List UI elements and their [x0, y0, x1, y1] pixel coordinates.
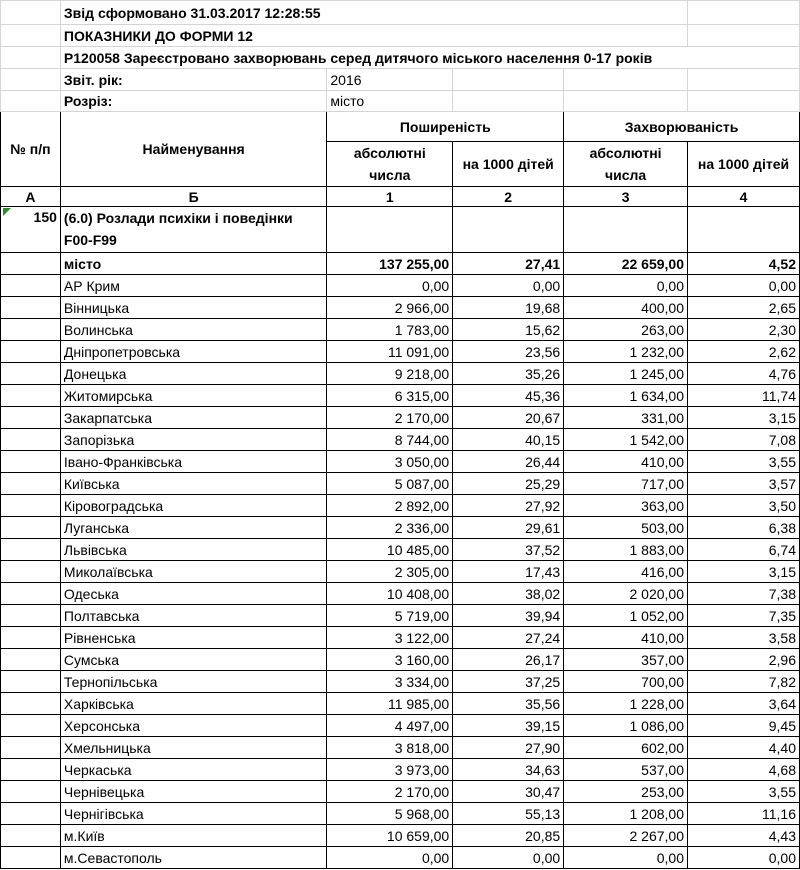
table-row: [1, 385, 800, 407]
row-number-cell[interactable]: [1, 341, 61, 363]
row-incidence-abs-cell[interactable]: 253,00: [564, 781, 688, 803]
row-name-cell[interactable]: Тернопільська: [60, 671, 326, 693]
row-name-cell[interactable]: м.Севастополь: [60, 847, 326, 869]
row-name-cell[interactable]: місто: [60, 253, 326, 275]
row-incidence-per1000-cell[interactable]: 3,15: [688, 407, 800, 429]
row-number-cell[interactable]: [1, 407, 61, 429]
row-incidence-per1000-cell[interactable]: 4,68: [688, 759, 800, 781]
row-incidence-per1000-cell[interactable]: 3,15: [688, 561, 800, 583]
row-name-cell[interactable]: Херсонська: [60, 715, 326, 737]
row-incidence-abs-cell[interactable]: 1 228,00: [564, 693, 688, 715]
row-prevalence-abs-cell[interactable]: 5 719,00: [327, 605, 453, 627]
row-incidence-abs-cell[interactable]: 1 542,00: [564, 429, 688, 451]
row-incidence-per1000-cell[interactable]: 3,58: [688, 627, 800, 649]
column-header-per1000-prevalence[interactable]: на 1000 дітей: [453, 142, 564, 187]
table-row: [1, 429, 800, 451]
row-number-cell[interactable]: [1, 495, 61, 517]
row-name-cell[interactable]: Волинська: [60, 319, 326, 341]
row-incidence-per1000-cell[interactable]: 6,38: [688, 517, 800, 539]
row-incidence-per1000-cell[interactable]: 11,74: [688, 385, 800, 407]
row-incidence-abs-cell[interactable]: 263,00: [564, 319, 688, 341]
row-number-cell[interactable]: [1, 759, 61, 781]
row-prevalence-per1000-cell[interactable]: 45,36: [453, 385, 564, 407]
row-incidence-per1000-cell[interactable]: 3,50: [688, 495, 800, 517]
row-incidence-abs-cell[interactable]: 410,00: [564, 627, 688, 649]
row-prevalence-abs-cell[interactable]: 4 497,00: [327, 715, 453, 737]
row-prevalence-abs-cell[interactable]: 10 659,00: [327, 825, 453, 847]
row-prevalence-per1000-cell[interactable]: 34,63: [453, 759, 564, 781]
row-number-cell[interactable]: [1, 253, 61, 275]
slice-value[interactable]: місто: [327, 91, 453, 112]
row-number-cell[interactable]: [1, 319, 61, 341]
row-name-cell[interactable]: Рівненська: [60, 627, 326, 649]
row-number-cell[interactable]: [1, 363, 61, 385]
row-number-cell[interactable]: [1, 429, 61, 451]
row-number-cell[interactable]: [1, 715, 61, 737]
row-incidence-abs-cell[interactable]: 1 052,00: [564, 605, 688, 627]
row-prevalence-abs-cell[interactable]: 5 968,00: [327, 803, 453, 825]
table-row: [1, 495, 800, 517]
row-incidence-per1000-cell[interactable]: 7,08: [688, 429, 800, 451]
row-prevalence-abs-cell[interactable]: 3 973,00: [327, 759, 453, 781]
row-prevalence-abs-cell[interactable]: 2 305,00: [327, 561, 453, 583]
row-name-cell[interactable]: Львівська: [60, 539, 326, 561]
comment-marker-icon: [3, 208, 11, 216]
row-name-cell[interactable]: АР Крим: [60, 275, 326, 297]
table-row: [1, 605, 800, 627]
row-incidence-per1000-cell[interactable]: 4,43: [688, 825, 800, 847]
column-code[interactable]: А: [1, 187, 61, 207]
row-prevalence-abs-cell[interactable]: 2 170,00: [327, 781, 453, 803]
table-row: [1, 803, 800, 825]
row-prevalence-abs-cell[interactable]: 9 218,00: [327, 363, 453, 385]
row-incidence-abs-cell[interactable]: 357,00: [564, 649, 688, 671]
column-header-incidence[interactable]: Захворюваність: [564, 112, 800, 142]
row-prevalence-abs-cell[interactable]: 3 122,00: [327, 627, 453, 649]
table-row: [1, 649, 800, 671]
row-prevalence-abs-cell[interactable]: 3 160,00: [327, 649, 453, 671]
row-name-cell[interactable]: Київська: [60, 473, 326, 495]
row-name-cell[interactable]: Харківська: [60, 693, 326, 715]
row-incidence-abs-cell[interactable]: 410,00: [564, 451, 688, 473]
row-prevalence-per1000-cell[interactable]: 39,15: [453, 715, 564, 737]
year-value[interactable]: 2016: [327, 69, 453, 91]
report-generated-text[interactable]: Звід сформовано 31.03.2017 12:28:55: [60, 1, 687, 25]
row-number-cell[interactable]: [1, 825, 61, 847]
row-number-cell[interactable]: [1, 297, 61, 319]
column-code[interactable]: 2: [453, 187, 564, 207]
row-prevalence-abs-cell[interactable]: 8 744,00: [327, 429, 453, 451]
row-number-cell[interactable]: [1, 627, 61, 649]
table-row: [1, 319, 800, 341]
row-prevalence-per1000-cell[interactable]: 26,17: [453, 649, 564, 671]
row-incidence-abs-cell[interactable]: 717,00: [564, 473, 688, 495]
row-name-cell[interactable]: Хмельницька: [60, 737, 326, 759]
group-name[interactable]: (6.0) Розлади психіки і поведінки F00-F99: [60, 207, 326, 253]
row-number-cell[interactable]: [1, 539, 61, 561]
table-row: [1, 539, 800, 561]
row-prevalence-per1000-cell[interactable]: 35,26: [453, 363, 564, 385]
row-prevalence-abs-cell[interactable]: 3 818,00: [327, 737, 453, 759]
row-incidence-per1000-cell[interactable]: 2,62: [688, 341, 800, 363]
column-header-prevalence[interactable]: Поширеність: [327, 112, 564, 142]
row-prevalence-per1000-cell[interactable]: 29,61: [453, 517, 564, 539]
row-prevalence-abs-cell[interactable]: 2 892,00: [327, 495, 453, 517]
row-name-cell[interactable]: Закарпатська: [60, 407, 326, 429]
row-prevalence-per1000-cell[interactable]: 15,62: [453, 319, 564, 341]
row-number-cell[interactable]: [1, 561, 61, 583]
row-prevalence-abs-cell[interactable]: 11 985,00: [327, 693, 453, 715]
row-incidence-abs-cell[interactable]: 1 634,00: [564, 385, 688, 407]
table-row: [1, 451, 800, 473]
row-incidence-per1000-cell[interactable]: 3,55: [688, 781, 800, 803]
row-prevalence-abs-cell[interactable]: 5 087,00: [327, 473, 453, 495]
column-code[interactable]: 3: [564, 187, 688, 207]
row-prevalence-per1000-cell[interactable]: 39,94: [453, 605, 564, 627]
row-prevalence-abs-cell[interactable]: 0,00: [327, 275, 453, 297]
row-number-cell[interactable]: [1, 693, 61, 715]
row-number-cell[interactable]: [1, 451, 61, 473]
row-name-cell[interactable]: Чернігівська: [60, 803, 326, 825]
table-row: [1, 759, 800, 781]
row-name-cell[interactable]: Одеська: [60, 583, 326, 605]
row-name-cell[interactable]: м.Київ: [60, 825, 326, 847]
row-prevalence-abs-cell[interactable]: 0,00: [327, 847, 453, 869]
table-row: [1, 671, 800, 693]
row-number-cell[interactable]: [1, 583, 61, 605]
row-number-cell[interactable]: [1, 275, 61, 297]
column-header-abs-incidence[interactable]: [564, 142, 688, 187]
table-row: [1, 297, 800, 319]
row-prevalence-per1000-cell[interactable]: 38,02: [453, 583, 564, 605]
row-number-cell[interactable]: [1, 847, 61, 869]
row-name-cell[interactable]: Івано-Франківська: [60, 451, 326, 473]
row-number-cell[interactable]: [1, 385, 61, 407]
row-prevalence-per1000-cell[interactable]: 27,41: [453, 253, 564, 275]
table-row: [1, 407, 800, 429]
column-header-abs-prevalence[interactable]: [327, 142, 453, 187]
row-incidence-abs-cell[interactable]: 1 208,00: [564, 803, 688, 825]
row-prevalence-per1000-cell[interactable]: 20,85: [453, 825, 564, 847]
row-incidence-abs-cell[interactable]: 400,00: [564, 297, 688, 319]
row-number-cell[interactable]: [1, 605, 61, 627]
row-incidence-abs-cell[interactable]: 2 267,00: [564, 825, 688, 847]
column-code[interactable]: 4: [688, 187, 800, 207]
row-name-cell[interactable]: Миколаївська: [60, 561, 326, 583]
table-row: [1, 627, 800, 649]
row-incidence-abs-cell[interactable]: 1 086,00: [564, 715, 688, 737]
row-name-cell[interactable]: Донецька: [60, 363, 326, 385]
row-prevalence-per1000-cell[interactable]: 25,29: [453, 473, 564, 495]
row-name-cell[interactable]: Полтавська: [60, 605, 326, 627]
row-prevalence-abs-cell[interactable]: 1 783,00: [327, 319, 453, 341]
row-prevalence-abs-cell[interactable]: 6 315,00: [327, 385, 453, 407]
slice-label[interactable]: Розріз:: [60, 91, 326, 112]
row-incidence-per1000-cell[interactable]: 3,64: [688, 693, 800, 715]
row-prevalence-per1000-cell[interactable]: 27,24: [453, 627, 564, 649]
table-row: [1, 825, 800, 847]
row-incidence-per1000-cell[interactable]: 7,35: [688, 605, 800, 627]
row-number-cell[interactable]: [1, 649, 61, 671]
row-incidence-abs-cell[interactable]: 331,00: [564, 407, 688, 429]
row-prevalence-per1000-cell[interactable]: 35,56: [453, 693, 564, 715]
row-number-cell[interactable]: [1, 671, 61, 693]
report-indicator-title[interactable]: Р120058 Зареєстровано захворювань серед дитячого міського населення 0-17 років: [60, 47, 799, 69]
row-prevalence-abs-cell[interactable]: 10 485,00: [327, 539, 453, 561]
row-number-cell[interactable]: [1, 517, 61, 539]
row-incidence-per1000-cell[interactable]: 2,30: [688, 319, 800, 341]
header-text: абсолютні: [353, 145, 426, 161]
header-text: числа: [604, 167, 647, 183]
table-row: [1, 363, 800, 385]
table-row: [1, 693, 800, 715]
row-incidence-abs-cell[interactable]: 363,00: [564, 495, 688, 517]
row-prevalence-per1000-cell[interactable]: 19,68: [453, 297, 564, 319]
group-number[interactable]: 150: [1, 207, 61, 253]
row-incidence-abs-cell[interactable]: 1 232,00: [564, 341, 688, 363]
row-prevalence-per1000-cell[interactable]: 27,92: [453, 495, 564, 517]
row-incidence-abs-cell[interactable]: 22 659,00: [564, 253, 688, 275]
row-incidence-per1000-cell[interactable]: 4,52: [688, 253, 800, 275]
row-incidence-abs-cell[interactable]: 602,00: [564, 737, 688, 759]
row-prevalence-abs-cell[interactable]: 2 170,00: [327, 407, 453, 429]
table-row: [1, 473, 800, 495]
table-row: [1, 341, 800, 363]
table-row: [1, 583, 800, 605]
row-incidence-per1000-cell[interactable]: 0,00: [688, 847, 800, 869]
row-number-cell[interactable]: [1, 781, 61, 803]
row-incidence-abs-cell[interactable]: 503,00: [564, 517, 688, 539]
row-prevalence-per1000-cell[interactable]: 30,47: [453, 781, 564, 803]
year-label[interactable]: Звіт. рік:: [60, 69, 326, 91]
row-incidence-per1000-cell[interactable]: 4,76: [688, 363, 800, 385]
row-incidence-abs-cell[interactable]: 2 020,00: [564, 583, 688, 605]
table-row: [1, 715, 800, 737]
table-row: [1, 517, 800, 539]
row-incidence-per1000-cell[interactable]: 11,16: [688, 803, 800, 825]
table-row: [1, 561, 800, 583]
row-name-cell[interactable]: Вінницька: [60, 297, 326, 319]
row-incidence-per1000-cell[interactable]: 0,00: [688, 275, 800, 297]
row-prevalence-abs-cell[interactable]: 2 336,00: [327, 517, 453, 539]
table-row: [1, 253, 800, 275]
table-row: [1, 847, 800, 869]
row-number-cell[interactable]: [1, 737, 61, 759]
row-prevalence-per1000-cell[interactable]: 40,15: [453, 429, 564, 451]
row-prevalence-abs-cell[interactable]: 137 255,00: [327, 253, 453, 275]
row-prevalence-per1000-cell[interactable]: 23,56: [453, 341, 564, 363]
column-header-name[interactable]: Найменування: [60, 112, 326, 187]
row-incidence-abs-cell[interactable]: 416,00: [564, 561, 688, 583]
row-incidence-per1000-cell[interactable]: 2,65: [688, 297, 800, 319]
row-prevalence-abs-cell[interactable]: 2 966,00: [327, 297, 453, 319]
table-row: [1, 275, 800, 297]
row-prevalence-abs-cell[interactable]: 3 334,00: [327, 671, 453, 693]
header-text: числа: [369, 167, 411, 183]
row-number-cell[interactable]: [1, 473, 61, 495]
row-incidence-per1000-cell[interactable]: 6,74: [688, 539, 800, 561]
column-code[interactable]: 1: [327, 187, 453, 207]
row-incidence-per1000-cell[interactable]: 3,57: [688, 473, 800, 495]
row-prevalence-per1000-cell[interactable]: 20,67: [453, 407, 564, 429]
header-text: абсолютні: [589, 145, 662, 161]
row-name-cell[interactable]: Дніпропетровська: [60, 341, 326, 363]
row-number-cell[interactable]: [1, 803, 61, 825]
row-name-cell[interactable]: Чернівецька: [60, 781, 326, 803]
row-prevalence-per1000-cell[interactable]: 0,00: [453, 847, 564, 869]
table-row: [1, 781, 800, 803]
row-prevalence-per1000-cell[interactable]: 37,52: [453, 539, 564, 561]
row-name-cell[interactable]: Запорізька: [60, 429, 326, 451]
row-prevalence-abs-cell[interactable]: 10 408,00: [327, 583, 453, 605]
row-incidence-abs-cell[interactable]: 0,00: [564, 275, 688, 297]
row-incidence-abs-cell[interactable]: 537,00: [564, 759, 688, 781]
row-incidence-abs-cell[interactable]: 1 245,00: [564, 363, 688, 385]
row-name-cell[interactable]: Черкаська: [60, 759, 326, 781]
row-prevalence-per1000-cell[interactable]: 27,90: [453, 737, 564, 759]
row-prevalence-abs-cell[interactable]: 3 050,00: [327, 451, 453, 473]
row-prevalence-per1000-cell[interactable]: 0,00: [453, 275, 564, 297]
row-incidence-per1000-cell[interactable]: 7,38: [688, 583, 800, 605]
row-prevalence-per1000-cell[interactable]: 26,44: [453, 451, 564, 473]
row-incidence-per1000-cell[interactable]: 9,45: [688, 715, 800, 737]
row-incidence-abs-cell[interactable]: 1 883,00: [564, 539, 688, 561]
row-name-cell[interactable]: Житомирська: [60, 385, 326, 407]
row-incidence-abs-cell[interactable]: 0,00: [564, 847, 688, 869]
column-header-per1000-incidence[interactable]: на 1000 дітей: [688, 142, 800, 187]
report-form-title[interactable]: ПОКАЗНИКИ ДО ФОРМИ 12: [60, 25, 687, 47]
row-incidence-per1000-cell[interactable]: 2,96: [688, 649, 800, 671]
row-incidence-abs-cell[interactable]: 700,00: [564, 671, 688, 693]
column-header-number[interactable]: № п/п: [1, 112, 61, 187]
row-prevalence-per1000-cell[interactable]: 37,25: [453, 671, 564, 693]
column-code[interactable]: Б: [60, 187, 326, 207]
row-incidence-per1000-cell[interactable]: 4,40: [688, 737, 800, 759]
row-name-cell[interactable]: Луганська: [60, 517, 326, 539]
row-prevalence-abs-cell[interactable]: 11 091,00: [327, 341, 453, 363]
row-name-cell[interactable]: Сумська: [60, 649, 326, 671]
row-name-cell[interactable]: Кіровоградська: [60, 495, 326, 517]
row-prevalence-per1000-cell[interactable]: 17,43: [453, 561, 564, 583]
row-prevalence-per1000-cell[interactable]: 55,13: [453, 803, 564, 825]
row-incidence-per1000-cell[interactable]: 3,55: [688, 451, 800, 473]
table-row: [1, 737, 800, 759]
row-incidence-per1000-cell[interactable]: 7,82: [688, 671, 800, 693]
